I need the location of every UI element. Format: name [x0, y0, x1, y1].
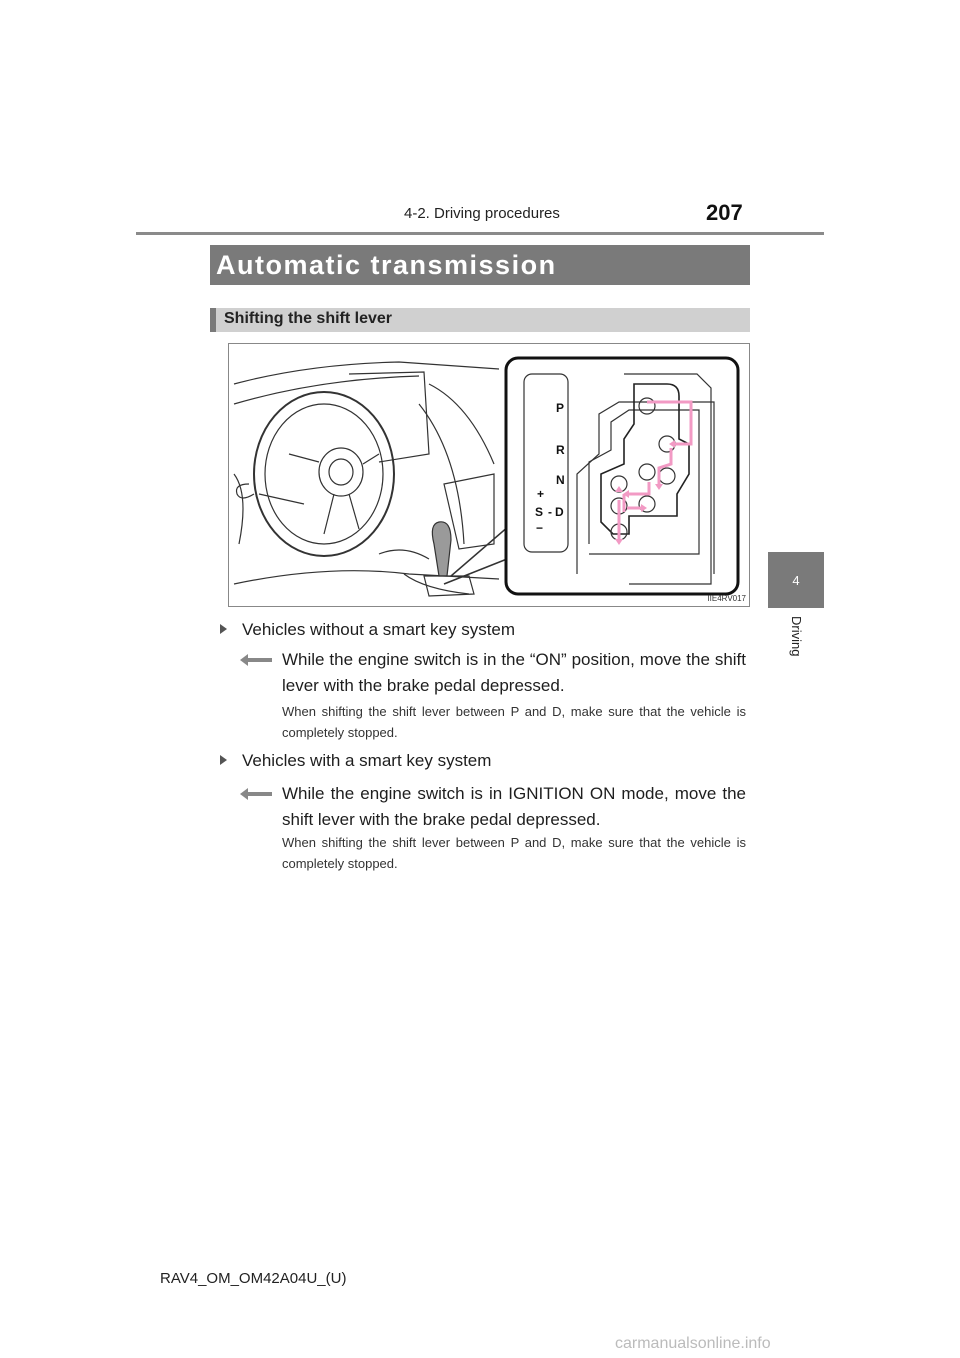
- shift-label-minus: −: [536, 521, 544, 535]
- shift-lever-figure: [228, 343, 750, 607]
- instruction-text: While the engine switch is in IGNITION ON mode, move the shift lever with the brake pedal depressed.: [282, 784, 746, 829]
- shift-label-plus: +: [537, 487, 545, 501]
- header-section-title: 4-2. Driving procedures: [404, 205, 560, 222]
- instruction-text: While the engine switch is in the “ON” position, move the shift lever with the brake pedal depressed.: [282, 650, 746, 695]
- shift-label-n: N: [556, 473, 565, 487]
- shift-label-dash: -: [548, 505, 552, 519]
- condition-heading: Vehicles without a smart key system: [242, 620, 516, 639]
- figure-id: IIE4RV017: [707, 594, 746, 603]
- subheading-accent: [210, 308, 216, 332]
- shift-label-p: P: [556, 401, 565, 415]
- step-arrow-icon: [240, 787, 272, 801]
- subheading: Shifting the shift lever: [224, 310, 393, 327]
- note-text: When shifting the shift lever between P and D, make sure that the vehicle is completely stopped.: [282, 704, 746, 740]
- chapter-tab-number: 4: [792, 573, 800, 588]
- shift-label-s: S: [535, 505, 544, 519]
- shift-lever-illustration: [229, 344, 749, 606]
- bullet-arrow-icon: [220, 624, 227, 634]
- watermark: carmanualsonline.info: [615, 1335, 771, 1352]
- footer-doc-code: RAV4_OM_OM42A04U_(U): [160, 1270, 347, 1287]
- shift-label-d: D: [555, 505, 564, 519]
- note-text: When shifting the shift lever between P and D, make sure that the vehicle is completely stopped.: [282, 835, 746, 871]
- step-arrow-icon: [240, 653, 272, 667]
- page-title: Automatic transmission: [216, 250, 557, 280]
- chapter-tab-label: Driving: [789, 616, 804, 657]
- condition-heading: Vehicles with a smart key system: [242, 751, 492, 770]
- header-rule: [136, 232, 824, 235]
- page-number: 207: [706, 200, 743, 225]
- shift-label-r: R: [556, 443, 565, 457]
- bullet-arrow-icon: [220, 755, 227, 765]
